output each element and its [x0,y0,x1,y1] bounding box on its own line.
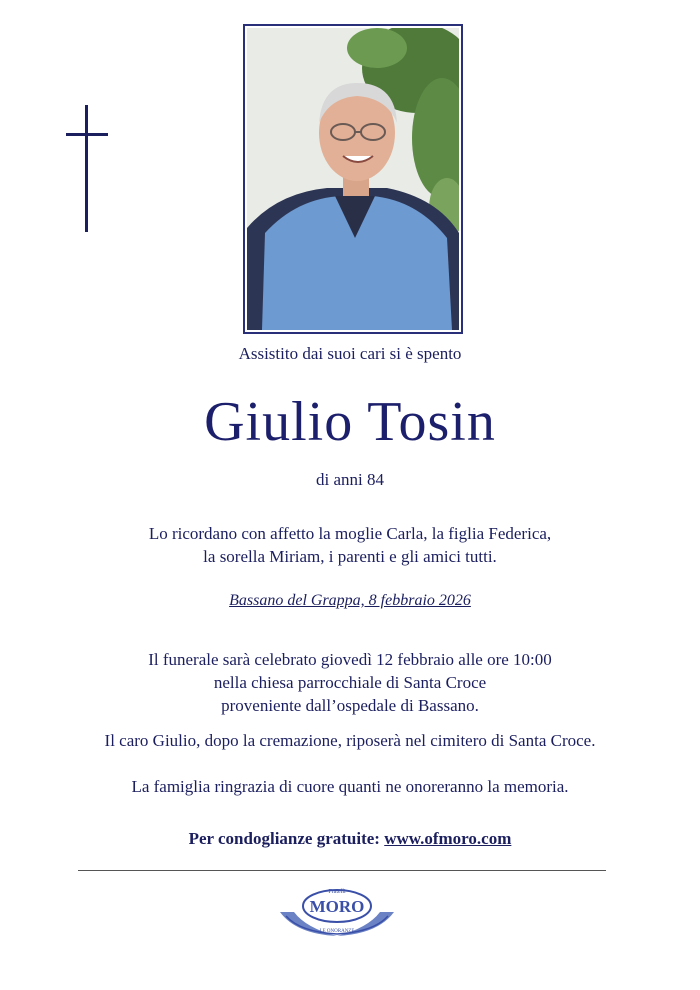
cross-icon [85,105,88,232]
cross-icon-bar [66,133,108,136]
portrait-frame [243,24,463,334]
logo-top-text: Fratelli [328,889,346,895]
funeral-details [0,648,700,717]
condolence-link[interactable]: www.ofmoro.com [384,829,512,848]
remembrance-line: la sorella Miriam, i parenti e gli amici tutti. [203,547,497,566]
age-text: di anni 84 [316,470,384,489]
divider [78,870,606,871]
funeral-line: nella chiesa parrocchiale di Santa Croce [213,673,487,692]
thanks-text: La famiglia ringrazia di cuore quanti ne onoreranno la memoria. [131,777,569,796]
logo-bottom-text: LE ONORANZE [319,929,355,934]
burial-text: Il caro Giulio, dopo la cremazione, riposerà nel cimitero di Santa Croce. [104,731,596,750]
condolence-line [0,829,700,849]
funeral-line: proveniente dall’ospedale di Bassano. [221,696,479,715]
place-date: Bassano del Grappa, 8 febbraio 2026 [229,592,471,609]
portrait-photo [247,28,459,330]
deceased-name: Giulio Tosin [204,391,496,453]
remembrance-line: Lo ricordano con affetto la moglie Carla, la figlia Federica, [148,524,552,543]
logo-main-text: MORO [309,897,365,916]
funeral-home-logo [276,882,398,940]
condolence-label: Per condoglianze gratuite: [188,829,380,848]
remembrance-text [0,522,700,568]
intro-text: Assistito dai suoi cari si è spento [238,344,462,363]
funeral-line: Il funerale sarà celebrato giovedì 12 febbraio alle ore 10:00 [148,650,552,669]
